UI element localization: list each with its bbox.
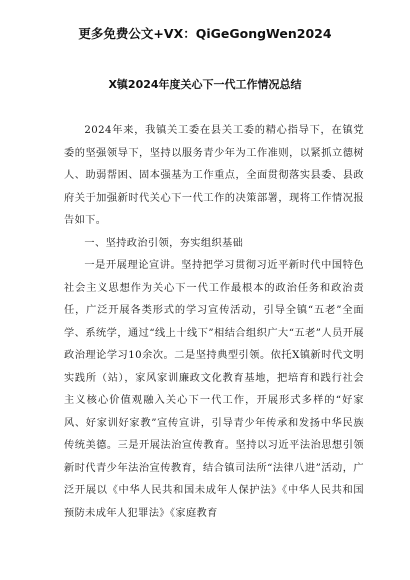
- document-body: [64, 120, 364, 525]
- document-title: X镇2024年度关心下一代工作情况总结: [108, 78, 302, 91]
- intro-paragraph: 2024年来，我镇关工委在县关工委的精心指导下，在镇党委的坚强领导下，坚持以服务青少年为工作准则，以紧抓立德树人、助弱帮困、固本强基为工作重点，全面贯彻落实县委、县政府关于加强新时代关心下一代工作的决策部署，现将工作情况报告如下。: [64, 125, 364, 226]
- body-paragraph: 一是开展理论宣讲。坚持把学习贯彻习近平新时代中国特色社会主义思想作为关心下一代工作最根本的政治任务和政治责任，广泛开展各类形式的学习宣传活动，引导全镇“五老”全面学、系统学，通过“线上十线下”相结合组织广大“五老”人员开展政治理论学习10余次。二是坚持典型引领。依托X镇新时代文明实践所（站），家风家训廉政文化教育基地，把培育和践行社会主义核心价值观融入关心下一代工作，开展形式多样的“好家风、好家训好家教”宣传宣讲，引导青少年传承和发扬中华民族传统美德。三是开展法治宣传教育。坚持以习近平法治思想引领新时代青少年法治宣传教育，结合镇司法所“法律八进”活动，广泛开展以《中华人民共和国未成年人保护法》《中华人民共和国预防未成年人犯罪法》《家庭教育: [64, 260, 364, 519]
- promo-banner: 更多免费公文+VX：QiGeGongWen2024: [78, 26, 332, 41]
- section-heading: 一、坚持政治引领，夯实组织基础: [84, 237, 244, 249]
